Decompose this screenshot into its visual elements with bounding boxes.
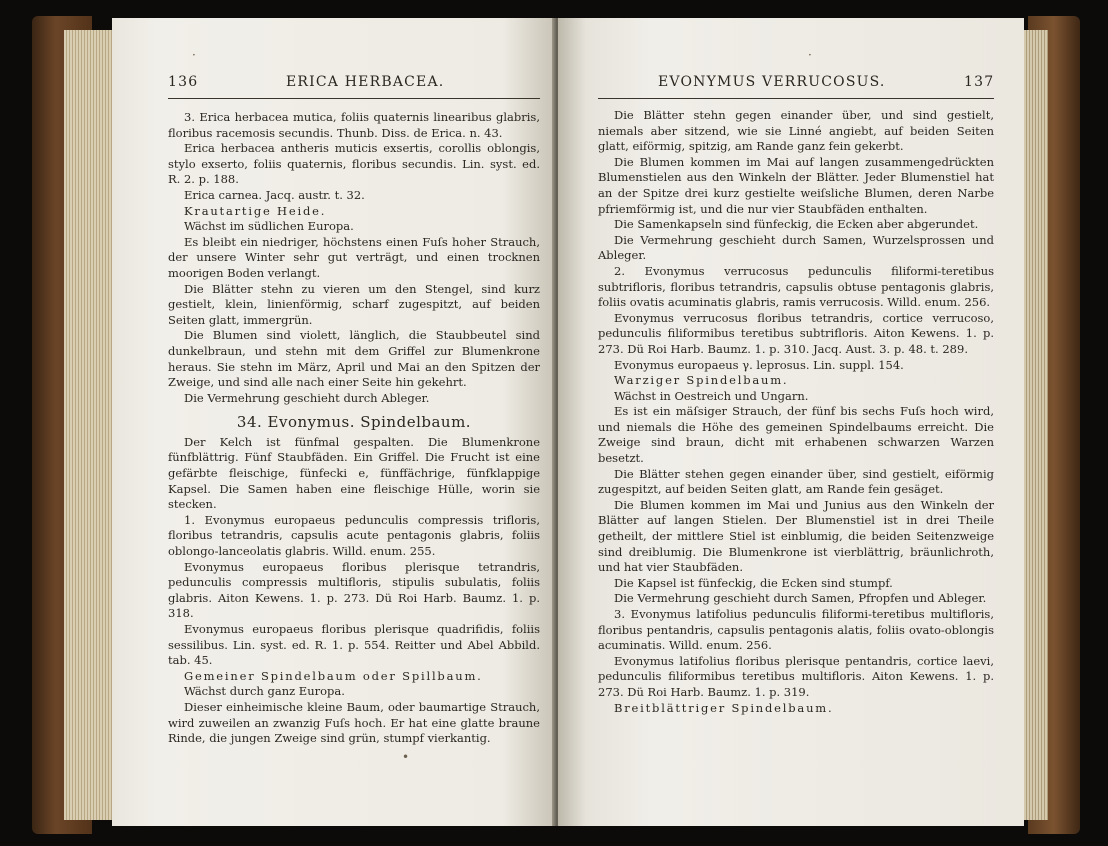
paragraph: Evonymus europaeus γ. leprosus. Lin. suppl. 154. <box>614 357 904 372</box>
paragraph: Erica herbacea antheris muticis exsertis, corollis oblongis, stylo exserto, foliis quaternis, floribus secundis. Lin. syst. ed. R. 2. p. 188. <box>168 141 540 187</box>
paragraph: Die Blätter stehen gegen einander über, sind gestielt, eiförmig zugespitzt, auf beiden Seiten glatt, am Rande fein gesäget. <box>598 466 994 497</box>
paragraph: Die Vermehrung geschieht durch Ableger. <box>184 390 430 405</box>
paragraph: Wächst in Oestreich und Ungarn. <box>614 388 809 403</box>
header-rule <box>168 98 540 99</box>
left-page <box>112 18 556 826</box>
running-head: ERICA HERBACEA. <box>286 74 445 90</box>
paragraph: Es ist ein mäſsiger Strauch, der fünf bis sechs Fuſs hoch wird, und niemals die Höhe des gemeinen Spindelbaums erreicht. Die Zweige sind braun, dicht mit erhabenen schwarzen Warzen besetzt. <box>598 404 994 466</box>
paragraph: Evonymus europaeus floribus plerisque tetrandris, pedunculis compressis multifloris, stipulis subulatis, foliis glabris. Aiton Kewens. 1. p. 273. Dü Roi Harb. Baumz. 1. p. 318. <box>168 559 540 621</box>
page-number: 137 <box>964 74 995 90</box>
paragraph: 3. Evonymus latifolius pedunculis filiformi-teretibus multifloris, floribus pentandris, capsulis pentagonis alatis, foliis ovato-oblongis acuminatis. Willd. enum. 256. <box>598 607 994 653</box>
page-ornament: · <box>808 48 812 62</box>
page-ornament: · <box>192 48 196 62</box>
paragraph: Gemeiner Spindelbaum oder Spillbaum. <box>184 668 483 683</box>
section-heading: 34. Evonymus. Spindelbaum. <box>236 413 472 432</box>
paragraph: Krautartige Heide. <box>184 203 327 218</box>
paragraph: Die Blumen kommen im Mai und Junius aus den Winkeln der Blätter auf langen Stielen. Der Blumenstiel ist in drei Theile getheilt, der mittlere Stiel ist einblumig, die beiden Seitenzweige sind dreiblumig. Die Blumenkrone ist vierblättrig, bräunlichroth, und hat vier Staubfäden. <box>598 497 994 575</box>
right-page <box>558 18 1024 826</box>
paragraph: 2. Evonymus verrucosus pedunculis filiformi-teretibus subtrifloris, floribus tetrandris, capsulis obtuse pentagonis glabris, foliis ovatis acuminatis glabris, ramis verrucosis. Willd. enum. 256. <box>598 263 994 310</box>
paragraph: Erica carnea. Jacq. austr. t. 32. <box>184 187 365 202</box>
page-ornament: • <box>402 750 410 764</box>
paragraph: Die Vermehrung geschieht durch Samen, Wurzelsprossen und Ableger. <box>598 232 994 263</box>
right-page-body <box>598 108 994 716</box>
paragraph: Die Blätter stehn zu vieren um den Stengel, sind kurz gestielt, klein, linienförmig, scharf zugespitzt, auf beiden Seiten glatt, immergrün. <box>168 281 540 327</box>
paragraph: Wächst durch ganz Europa. <box>184 684 345 699</box>
paragraph: Die Kapsel ist fünfeckig, die Ecken sind stumpf. <box>614 575 893 590</box>
header-rule <box>598 98 994 99</box>
paragraph: Die Blumen kommen im Mai auf langen zusammengedrückten Blumenstielen aus den Winkeln der Blätter. Jeder Blumenstiel hat an der Spitze drei kurz gestielte weiſsliche Blumen, deren Narbe pfriemförmig ist, und die nur vier Staubfäden enthalten. <box>598 154 994 216</box>
paragraph: Dieser einheimische kleine Baum, oder baumartige Strauch, wird zuweilen an zwanzig Fuſs hoch. Er hat eine glatte braune Rinde, die jungen Zweige sind grün, stumpf vierkantig. <box>168 699 540 746</box>
page-number: 136 <box>168 74 199 90</box>
paragraph: Die Blätter stehn gegen einander über, und sind gestielt, niemals aber sitzend, wie sie Linné angiebt, auf beiden Seiten glatt, eiförmig, spitzig, am Rande ganz fein gekerbt. <box>598 108 994 154</box>
paragraph: Es bleibt ein niedriger, höchstens einen Fuſs hoher Strauch, der unsere Winter sehr gut verträgt, und einen trocknen moorigen Boden verlangt. <box>168 234 540 280</box>
paragraph: Breitblättriger Spindelbaum. <box>614 700 834 715</box>
paragraph: Wächst im südlichen Europa. <box>184 219 354 234</box>
paragraph: Warziger Spindelbaum. <box>614 373 789 388</box>
left-page-body <box>168 110 540 747</box>
paragraph: Evonymus europaeus floribus plerisque quadrifidis, foliis sessilibus. Lin. syst. ed. R. 1. p. 554. Reitter und Abel Abbild. tab. 45. <box>168 622 540 668</box>
paragraph: Die Samenkapseln sind fünfeckig, die Ecken aber abgerundet. <box>614 217 979 232</box>
paragraph: 3. Erica herbacea mutica, foliis quaternis linearibus glabris, floribus racemosis secundis. Thunb. Diss. de Erica. n. 43. <box>168 110 540 140</box>
paragraph: 1. Evonymus europaeus pedunculis compressis trifloris, floribus tetrandris, capsulis acute pentagonis glabris, foliis oblongo-lanceolatis glabris. Willd. enum. 255. <box>168 512 540 559</box>
book-spread <box>28 12 1080 834</box>
paragraph: Der Kelch ist fünfmal gespalten. Die Blumenkrone fünfblättrig. Fünf Staubfäden. Ein Griffel. Die Frucht ist eine gefärbte fleischige, fünfecki e, fünffächrige, fünfklappige Kapsel. Die Samen haben eine fleischige Hülle, worin sie stecken. <box>168 434 540 512</box>
paragraph: Evonymus latifolius floribus plerisque pentandris, cortice laevi, pedunculis filiformibus teretibus multifloris. Aiton Kewens. 1. p. 273. Dü Roi Harb. Baumz. 1. p. 319. <box>598 653 994 699</box>
paragraph: Die Vermehrung geschieht durch Samen, Pfropfen und Ableger. <box>614 591 987 606</box>
paragraph: Die Blumen sind violett, länglich, die Staubbeutel sind dunkelbraun, und stehn mit dem Griffel zur Blumenkrone heraus. Sie stehn im März, April und Mai an den Spitzen der Zweige, und sind alle nach einer Seite hin gekehrt. <box>168 328 540 390</box>
paragraph: Evonymus verrucosus floribus tetrandris, cortice verrucoso, pedunculis filiformibus teretibus subtrifloris. Aiton Kewens. 1. p. 273. Dü Roi Harb. Baumz. 1. p. 310. Jacq. Aust. 3. p. 48. t. 289. <box>598 310 994 356</box>
running-head: EVONYMUS VERRUCOSUS. <box>658 74 886 90</box>
